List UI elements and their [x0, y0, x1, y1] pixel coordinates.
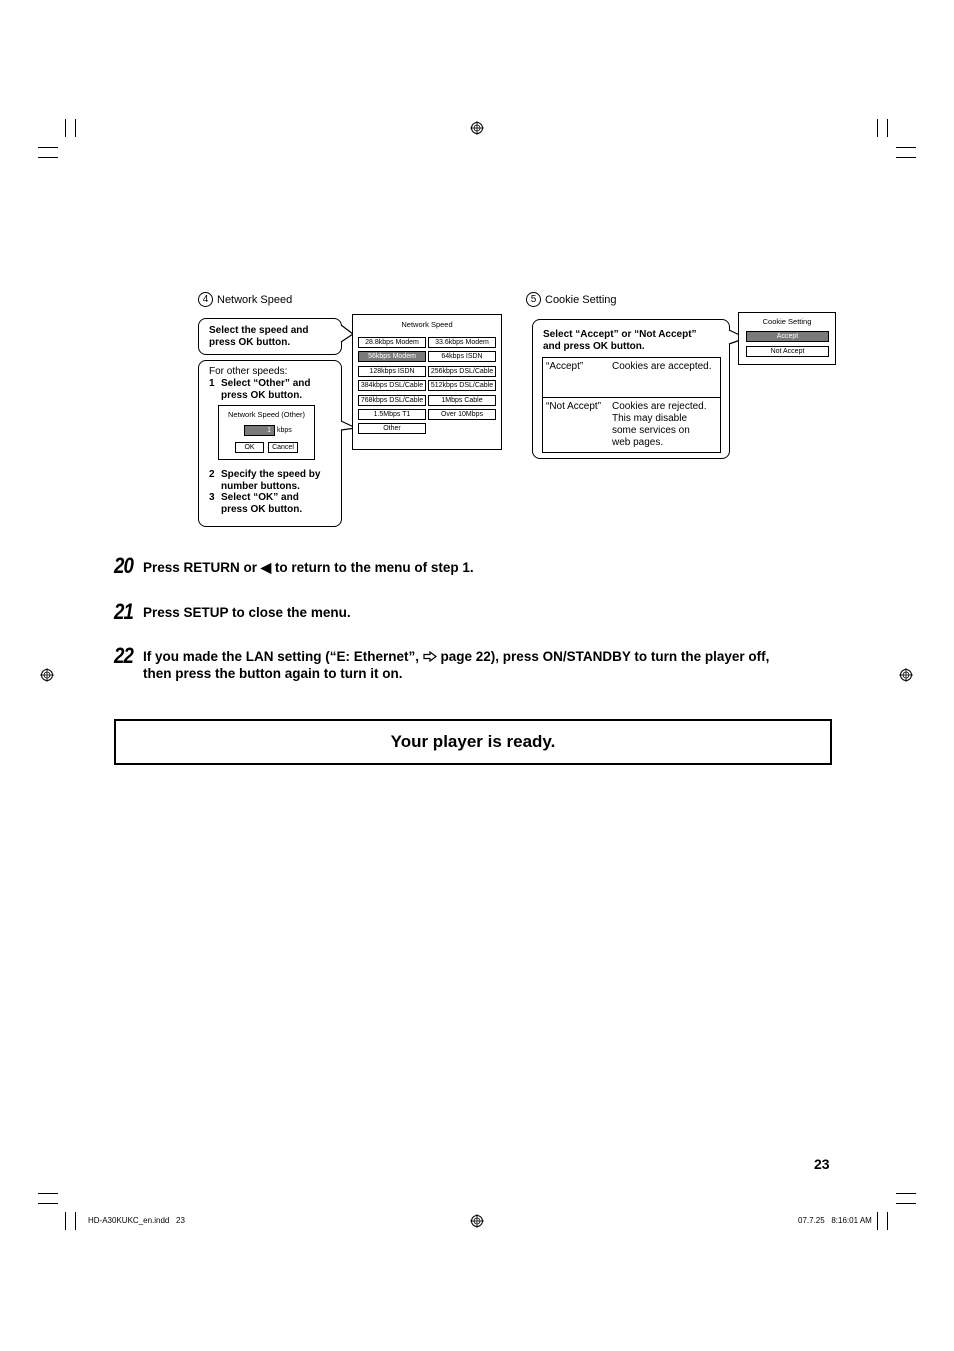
crop-mark	[896, 1203, 916, 1204]
speed-option[interactable]: 1.5Mbps T1	[358, 409, 426, 420]
cookie-setting-heading	[526, 292, 617, 307]
step-number-21: 21	[114, 599, 134, 624]
crop-mark	[75, 119, 76, 137]
cookie-callout	[532, 319, 730, 459]
footer-filename: HD-A30KUKC_en.indd 23	[88, 1216, 185, 1225]
ready-banner	[114, 719, 832, 765]
crop-mark	[38, 157, 58, 158]
step-index: 2	[209, 469, 215, 480]
desc-line: web pages.	[612, 437, 664, 448]
step-22-text-part: page 22), press ON/STANDBY to turn the player off,	[436, 649, 770, 664]
step-index: 1	[209, 378, 215, 389]
crop-mark	[877, 1212, 878, 1230]
speed-option[interactable]: 128kbps ISDN	[358, 366, 426, 377]
crop-mark	[877, 119, 878, 137]
table-row	[543, 358, 721, 398]
other-speeds-callout	[198, 360, 342, 527]
instruction-line: Select “Other” and	[221, 378, 311, 389]
instruction-line: press OK button.	[221, 504, 303, 515]
crop-mark	[65, 1212, 66, 1230]
callout-line: Select the speed and	[209, 325, 309, 336]
crop-mark	[887, 119, 888, 137]
desc-line: This may disable	[612, 413, 688, 424]
other-speeds-intro: For other speeds:	[209, 366, 288, 377]
crop-mark	[887, 1212, 888, 1230]
callout-line: press OK button.	[209, 337, 291, 348]
crop-mark	[38, 1203, 58, 1204]
step-number-circle: 5	[526, 292, 541, 307]
speed-option[interactable]: 64kbps ISDN	[428, 351, 496, 362]
step-number-circle: 4	[198, 292, 213, 307]
network-speed-title: Network Speed	[217, 293, 293, 306]
registration-mark-icon	[40, 668, 54, 682]
step-index: 3	[209, 492, 215, 503]
network-speed-screen	[352, 314, 502, 450]
ready-text: Your player is ready.	[390, 732, 556, 751]
cookie-setting-title: Cookie Setting	[545, 293, 617, 306]
accept-option[interactable]: Accept	[746, 331, 829, 342]
cookie-options-table	[542, 357, 721, 453]
cancel-button[interactable]: Cancel	[268, 442, 298, 453]
speed-option-selected[interactable]: 56kbps Modem	[358, 351, 426, 362]
step-20-text: Press RETURN or ◀ to return to the menu of step 1.	[143, 560, 474, 575]
step-22-text-part: If you made the LAN setting (“E: Ethernet”,	[143, 649, 423, 664]
cookie-setting-screen	[738, 312, 836, 365]
callout-line: Select “Accept” or “Not Accept”	[543, 329, 697, 340]
speed-option[interactable]: 1Mbps Cable	[428, 395, 496, 406]
crop-mark	[75, 1212, 76, 1230]
speed-option[interactable]: 33.6kbps Modem	[428, 337, 496, 348]
step-22-text-line2: then press the button again to turn it on.	[143, 666, 403, 681]
footer-timestamp: 07.7.25 8:16:01 AM	[798, 1216, 872, 1225]
registration-mark-icon	[470, 1214, 484, 1228]
instruction-line: number buttons.	[221, 481, 300, 492]
speed-unit: kbps	[277, 427, 292, 434]
network-speed-other-screen	[218, 405, 315, 460]
speed-option[interactable]: Over 10Mbps	[428, 409, 496, 420]
crop-mark	[896, 157, 916, 158]
desc-line: Cookies are accepted.	[612, 361, 712, 372]
network-speed-heading	[198, 292, 292, 307]
speed-value-field[interactable]: 1	[244, 425, 275, 436]
crop-mark	[896, 1193, 916, 1194]
callout-line: and press OK button.	[543, 341, 645, 352]
not-accept-option[interactable]: Not Accept	[746, 346, 829, 357]
instruction-line: Specify the speed by	[221, 469, 321, 480]
step-22-text	[143, 648, 769, 665]
page-number: 23	[814, 1156, 830, 1172]
screen-title: Cookie Setting	[762, 317, 812, 326]
step-number-20: 20	[114, 553, 134, 578]
crop-mark	[65, 119, 66, 137]
registration-mark-icon	[899, 668, 913, 682]
speed-option[interactable]: 512kbps DSL/Cable	[428, 380, 496, 391]
speed-option[interactable]: 256kbps DSL/Cable	[428, 366, 496, 377]
desc-line: some services on	[612, 425, 690, 436]
crop-mark	[38, 147, 58, 148]
speed-option[interactable]: 384kbps DSL/Cable	[358, 380, 426, 391]
option-key: “Accept”	[543, 358, 610, 398]
table-row	[543, 398, 721, 453]
select-speed-callout	[198, 318, 342, 355]
ok-button[interactable]: OK	[235, 442, 264, 453]
registration-mark-icon	[470, 121, 484, 135]
crop-mark	[38, 1193, 58, 1194]
speed-option[interactable]: 768kbps DSL/Cable	[358, 395, 426, 406]
instruction-line: Select “OK” and	[221, 492, 299, 503]
speed-option[interactable]: 28.8kbps Modem	[358, 337, 426, 348]
option-desc	[609, 398, 721, 453]
page-reference-arrow-icon	[423, 651, 437, 662]
step-number-22: 22	[114, 643, 134, 668]
screen-title: Network Speed	[401, 320, 453, 329]
speed-option-other[interactable]: Other	[358, 423, 426, 434]
option-desc	[609, 358, 721, 398]
desc-line: Cookies are rejected.	[612, 401, 707, 412]
crop-mark	[896, 147, 916, 148]
screen-title: Network Speed (Other)	[227, 410, 306, 419]
instruction-line: press OK button.	[221, 390, 303, 401]
option-key: “Not Accept”	[543, 398, 610, 453]
step-21-text: Press SETUP to close the menu.	[143, 605, 351, 620]
